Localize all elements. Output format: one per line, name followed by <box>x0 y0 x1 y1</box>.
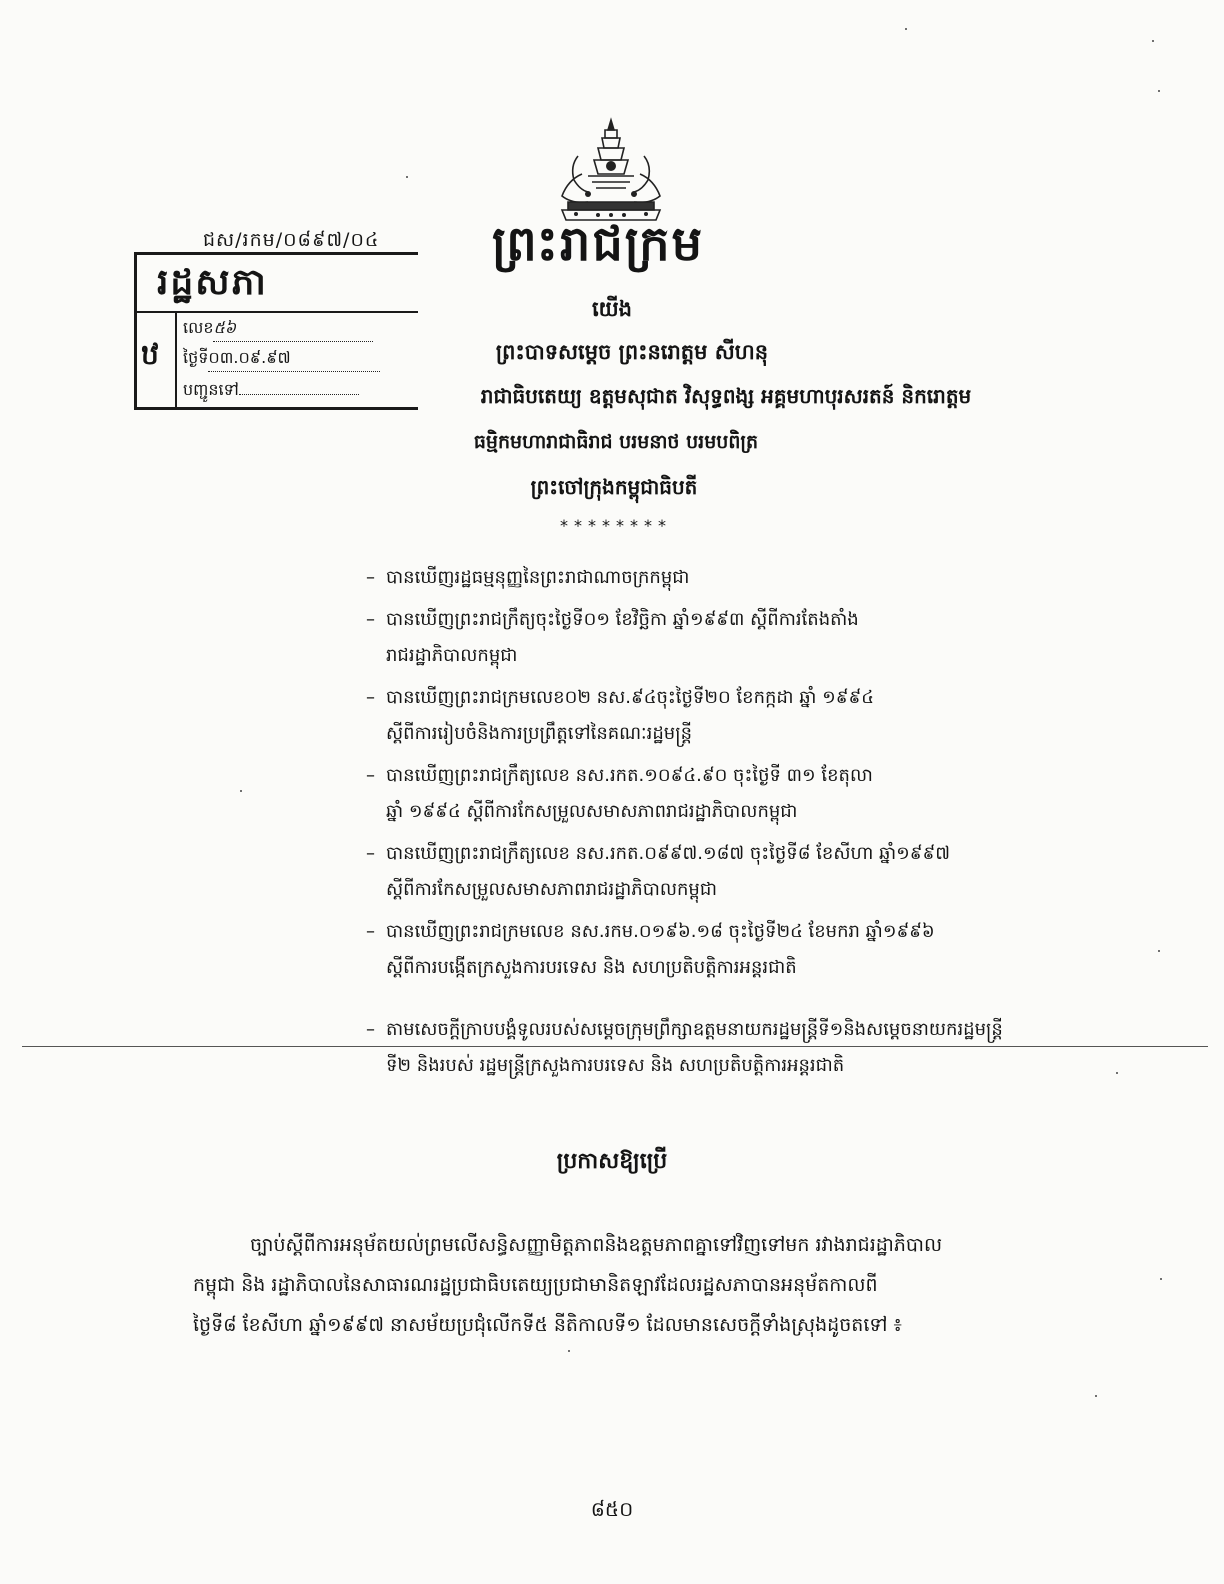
stamp-send-label: បញ្ជូនទៅ <box>183 380 239 399</box>
royal-crest-emblem <box>548 116 674 224</box>
visa-line: ទី២ និងរបស់ រដ្ឋមន្ត្រីក្រសួងការបរទេស និង សហប្រតិបត្តិការអន្តរជាតិ <box>386 1055 845 1076</box>
visa-dash: – <box>366 765 375 786</box>
visa-line: បានឃើញព្រះរាជក្រឹត្យលេខ នស.រកត.១០៩៤.៩០ ចុះថ្ងៃទី ៣១ ខែតុលា <box>386 765 873 786</box>
visa-item <box>366 914 1056 986</box>
visa-item <box>366 602 1056 674</box>
visa-dash: – <box>366 1019 375 1040</box>
heading-royal-titles-1: រាជាធិបតេយ្យ ឧត្តមសុជាត វិសុទ្ធពង្ស អគ្គមហាបុរសរតន៍ និករោត្តម <box>480 384 972 408</box>
visa-line: រាជរដ្ឋាភិបាលកម្ពុជា <box>386 645 518 666</box>
visa-dash: – <box>366 609 375 630</box>
heading-king-name: ព្រះបាទសម្តេច ព្រះនរោត្តម សីហនុ <box>495 340 769 364</box>
visa-line: ស្តីពីការបង្កើតក្រសួងការបរទេស និង សហប្រតិបត្តិការអន្តរជាតិ <box>386 957 797 978</box>
stamp-date-value: ០៣.០៩.៩៧ <box>208 348 291 367</box>
visa-dash: – <box>366 843 375 864</box>
stamp-number-label: លេខ <box>183 318 214 337</box>
visa-line: បានឃើញព្រះរាជក្រឹត្យលេខ នស.រកត.០៩៩៧.១៨៧ ចុះថ្ងៃទី៨ ខែសីហា ឆ្នាំ១៩៩៧ <box>386 843 951 864</box>
reference-number: ជស/រកម/០៨៩៧/០៤ <box>203 229 380 251</box>
visa-dash: – <box>366 687 375 708</box>
body-paragraph-line: ថ្ងៃទី៨ ខែសីហា ឆ្នាំ១៩៩៧ នាសម័យប្រជុំលើកទី៥ នីតិកាលទី១ ដែលមានសេចក្តីទាំងស្រុងដូចតទៅ ៖ <box>193 1314 902 1336</box>
visa-dash: – <box>366 567 375 588</box>
visa-dash: – <box>366 921 375 942</box>
body-paragraph-line: ច្បាប់ស្តីពីការអនុម័តយល់ព្រមលើសន្ធិសញ្ញាមិត្តភាពនិងឧត្តមភាពគ្នាទៅវិញទៅមក រវាងរាជរដ្ឋាភិបាល <box>250 1234 943 1256</box>
visa-line: បានឃើញរដ្ឋធម្មនុញ្ញនៃព្រះរាជាណាចក្រកម្ពុជា <box>386 567 690 588</box>
heading-king-of-cambodia: ព្រះចៅក្រុងកម្ពុជាធិបតី <box>530 475 698 499</box>
visa-line: ស្តីពីការកែសម្រួលសមាសភាពរាជរដ្ឋាភិបាលកម្ពុជា <box>386 879 717 900</box>
visa-line: តាមសេចក្តីក្រាបបង្គំទូលរបស់សម្តេចក្រុមព្រឹក្សាឧត្តមនាយករដ្ឋមន្ត្រីទី១និងសម្តេចនាយករដ្ឋមន្ត្រី <box>386 1019 1003 1040</box>
stamp-number-value: ៥៦ <box>213 318 237 337</box>
page-number: ៨៥០ <box>590 1497 634 1521</box>
stamp-title: រដ្ឋសភា <box>157 262 268 303</box>
heading-we: យើង <box>592 297 632 321</box>
visa-item <box>366 836 1056 908</box>
visa-line: ស្តីពីការរៀបចំនិងការប្រព្រឹត្តទៅនៃគណៈរដ្ឋមន្ត្រី <box>386 723 692 744</box>
visa-line: បានឃើញព្រះរាជក្រមលេខ០២ នស.៩៤ចុះថ្ងៃទី២០ ខែកក្កដា ឆ្នាំ ១៩៩៤ <box>386 687 875 708</box>
visa-line: ឆ្នាំ ១៩៩៤ ស្តីពីការកែសម្រួលសមាសភាពរាជរដ្ឋាភិបាលកម្ពុជា <box>386 801 798 822</box>
visa-item <box>366 1012 1056 1084</box>
visa-item <box>366 680 1056 752</box>
document-title: ព្រះរាជក្រម <box>492 216 705 272</box>
visa-item <box>366 758 1056 830</box>
heading-royal-titles-2: ធម្មិកមហារាជាធិរាជ បរមនាថ បរមបពិត្រ <box>473 431 759 453</box>
body-paragraph-continuation <box>193 1265 1033 1345</box>
visa-line: បានឃើញព្រះរាជក្រឹត្យចុះថ្ងៃទី០១ ខែវិច្ឆិកា ឆ្នាំ១៩៩៣ ស្តីពីការតែងតាំង <box>386 609 859 630</box>
visa-item <box>366 560 1056 596</box>
heading-stars-divider: ******** <box>560 516 672 535</box>
section-title: ប្រកាសឱ្យប្រើ <box>556 1149 668 1174</box>
scan-fold-line <box>22 1046 1208 1047</box>
stamp-mark: ឋ <box>141 338 159 371</box>
stamp-date-label: ថ្ងៃទី <box>183 348 209 367</box>
visa-line: បានឃើញព្រះរាជក្រមលេខ នស.រកម.០១៩៦.១៨ ចុះថ្ងៃទី២៤ ខែមករា ឆ្នាំ១៩៩៦ <box>386 921 935 942</box>
body-paragraph-line: កម្ពុជា និង រដ្ឋាភិបាលនៃសាធារណរដ្ឋប្រជាធិបតេយ្យប្រជាមានិតឡាវដែលរដ្ឋសភាបានអនុម័តកាលពី <box>193 1274 878 1296</box>
